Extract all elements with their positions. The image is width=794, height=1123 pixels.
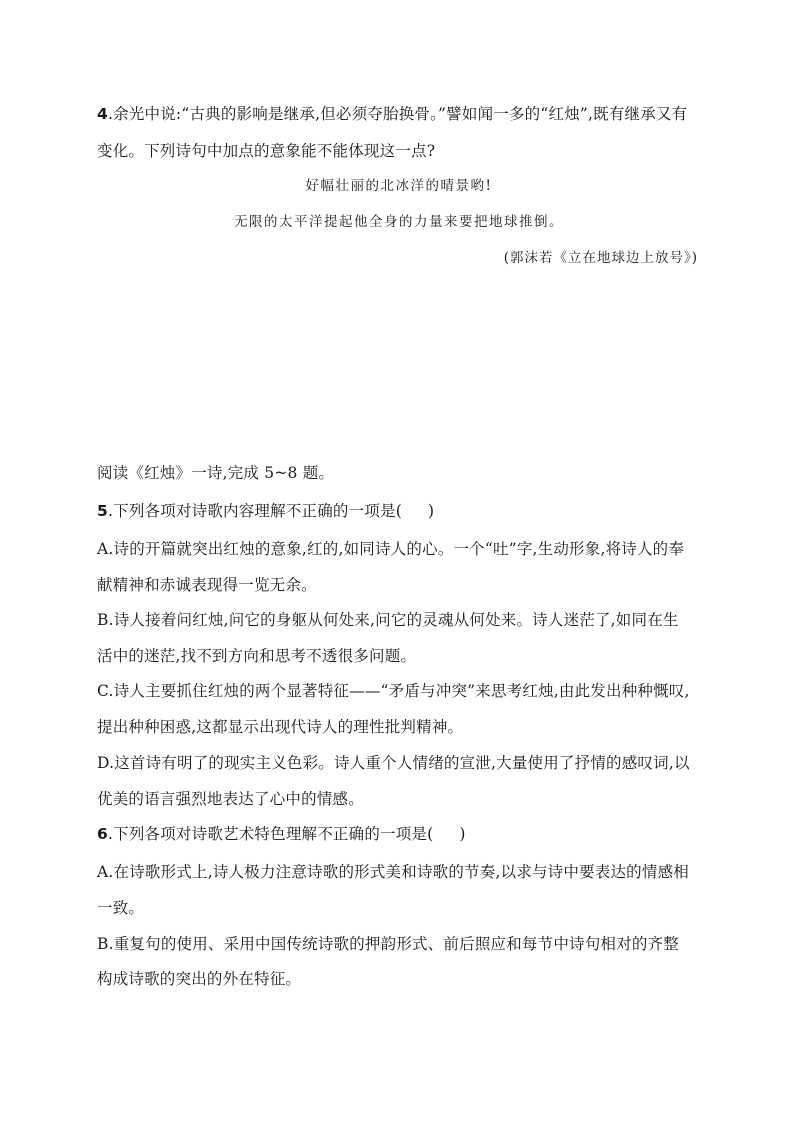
q6-option-a-line-1: A.在诗歌形式上,诗人极力注意诗歌的形式美和诗歌的节奏,以求与诗中要表达的情感相 <box>97 863 689 881</box>
q5-stem <box>97 500 701 522</box>
q6-number: 6 <box>97 825 108 843</box>
q5-option-c-line-2: 提出种种困惑,这都显示出现代诗人的理性批判精神。 <box>97 718 464 736</box>
q5-option-c-line-1: C.诗人主要抓住红烛的两个显著特征——“矛盾与冲突”来思考红烛,由此发出种种慨叹, <box>97 682 690 700</box>
q5-number: 5 <box>97 502 108 520</box>
poem-line-2: 无限的太平洋提起他全身的力量来要把地球推倒。 <box>234 214 564 230</box>
q6-stem <box>97 823 701 845</box>
q5-stem-close: ) <box>427 502 435 520</box>
poem-line-1: 好幅壮丽的北冰洋的晴景哟! <box>305 178 493 194</box>
reading-intro: 阅读《红烛》一诗,完成 5~8 题。 <box>97 464 335 482</box>
q4-number: 4 <box>97 105 108 123</box>
q5-option-a-line-2: 献精神和赤诚表现得一览无余。 <box>97 576 317 594</box>
q4-line-1 <box>97 103 701 125</box>
q5-option-a-line-1: A.诗的开篇就突出红烛的意象,红的,如同诗人的心。一个“吐”字,生动形象,将诗人的奉 <box>97 540 685 558</box>
q6-stem-text: .下列各项对诗歌艺术特色理解不正确的一项是( <box>108 825 434 843</box>
q6-option-b-line-1: B.重复句的使用、采用中国传统诗歌的押韵形式、前后照应和每节中诗句相对的齐整 <box>97 935 679 953</box>
q6-stem-close: ) <box>459 825 466 843</box>
q5-option-d-line-2: 优美的语言强烈地表达了心中的情感。 <box>97 790 364 808</box>
q5-stem-text: .下列各项对诗歌内容理解不正确的一项是( <box>108 502 402 520</box>
q6-option-a-line-2: 一致。 <box>97 899 145 917</box>
q5-option-d-line-1: D.这首诗有明了的现实主义色彩。诗人重个人情绪的宣泄,大量使用了抒情的感叹词,以 <box>97 754 690 772</box>
q4-stem-part-1: .余光中说:“古典的影响是继承,但必须夺胎换骨。”譬如闻一多的“红烛”,既有继承又有 <box>108 105 688 123</box>
q4-line-2: 变化。下列诗句中加点的意象能不能体现这一点? <box>97 142 436 160</box>
poem-source: (郭沫若《立在地球边上放号》) <box>503 250 698 266</box>
q5-option-b-line-2: 活中的迷茫,找不到方向和思考不透很多问题。 <box>97 647 417 665</box>
q6-option-b-line-2: 构成诗歌的突出的外在特征。 <box>97 970 302 988</box>
q5-option-b-line-1: B.诗人接着问红烛,问它的身躯从何处来,问它的灵魂从何处来。诗人迷茫了,如同在生 <box>97 611 679 629</box>
